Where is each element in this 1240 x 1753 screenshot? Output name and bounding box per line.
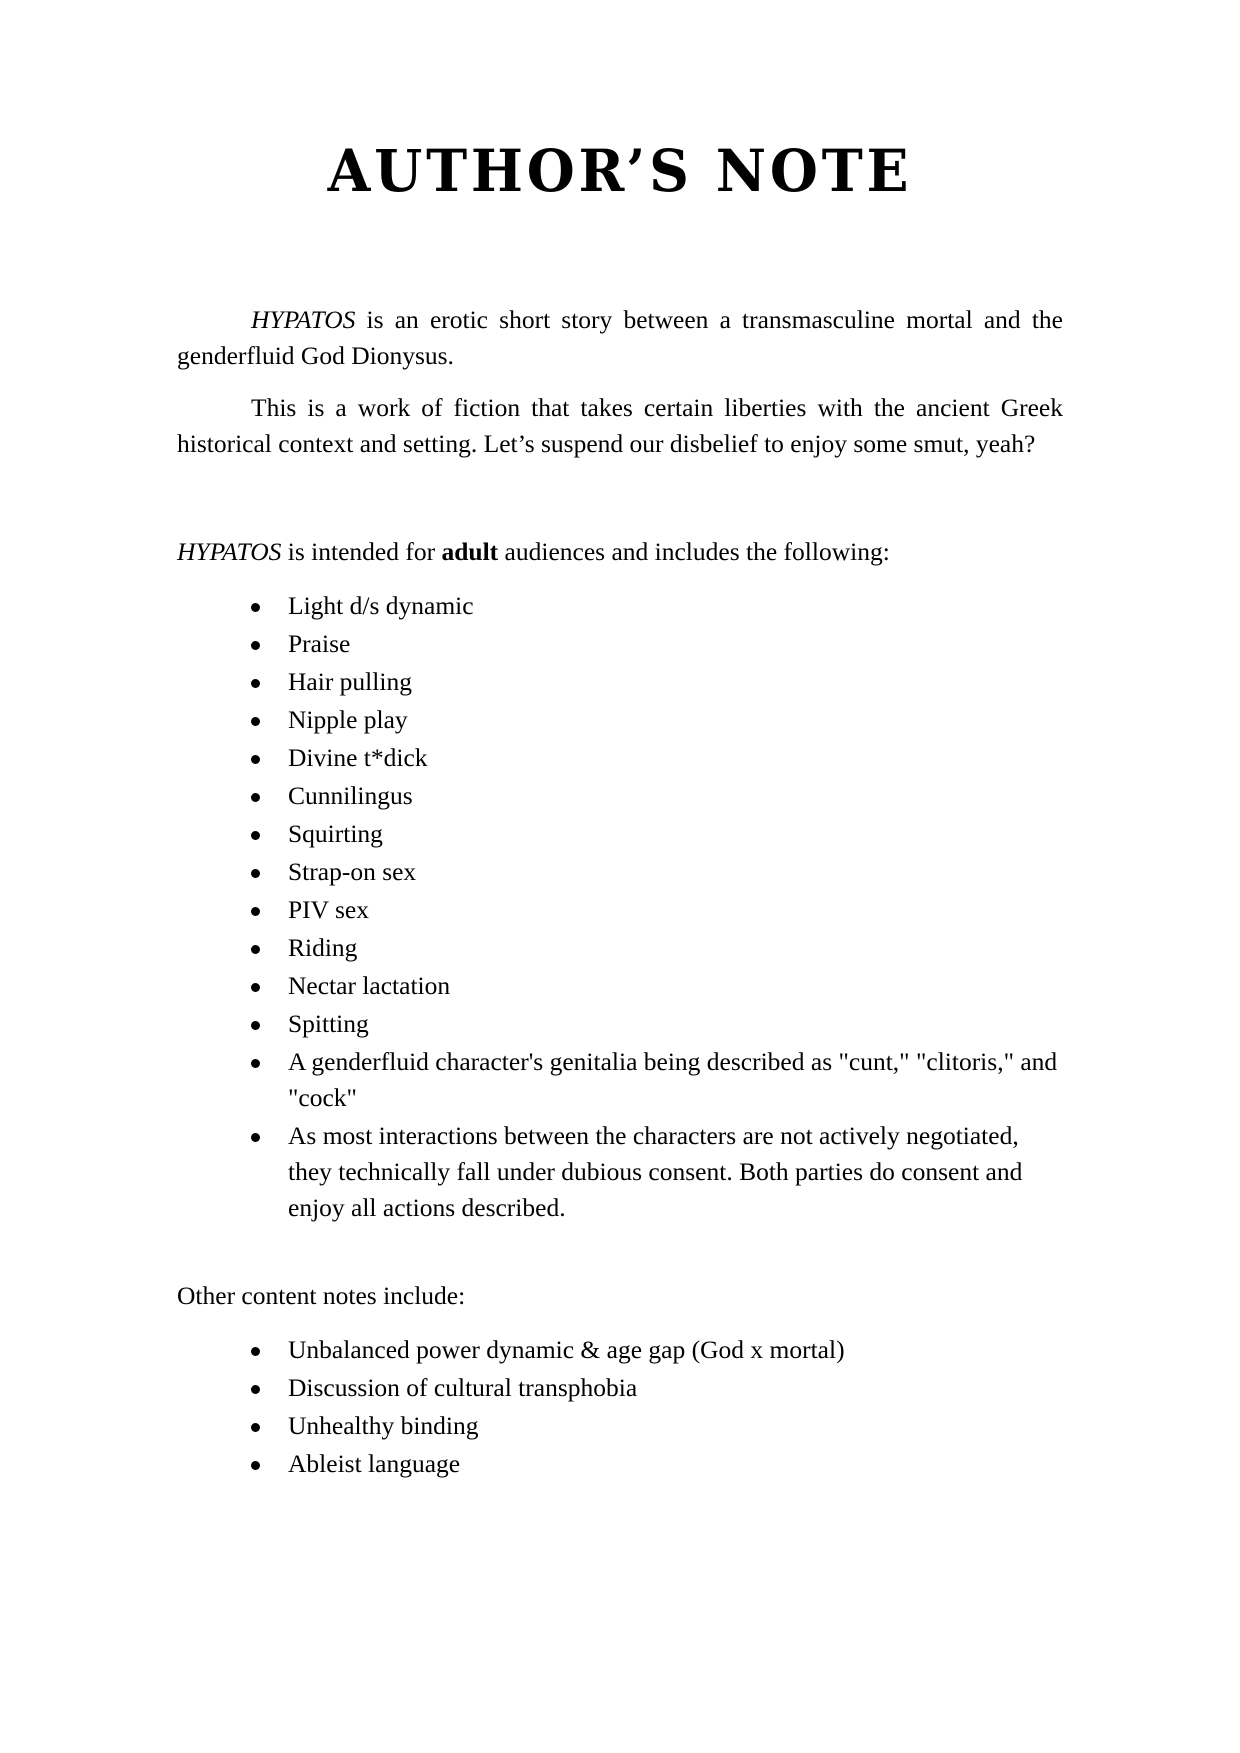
bullet-icon xyxy=(251,907,260,916)
paragraph-intro xyxy=(177,302,1063,374)
bullet-icon xyxy=(251,793,260,802)
bullet-icon xyxy=(251,1059,260,1068)
list-item-text: Cunnilingus xyxy=(288,781,413,810)
list-item xyxy=(177,702,1063,738)
page-title: AUTHOR’S NOTE xyxy=(327,137,913,205)
list-item-text: PIV sex xyxy=(288,895,369,924)
document-body xyxy=(177,302,1063,1484)
list-item-text: Ableist language xyxy=(288,1449,461,1478)
list-item xyxy=(177,816,1063,852)
list-item-text: Praise xyxy=(288,629,351,658)
list-item xyxy=(177,1408,1063,1444)
bullet-icon xyxy=(251,1385,260,1394)
list-item-text: Nectar lactation xyxy=(288,971,451,1000)
story-title: HYPATOS xyxy=(251,305,356,334)
list-item-text: A genderfluid character's genitalia being described as "cunt," "clitoris," and "cock" xyxy=(288,1047,1058,1112)
list-item xyxy=(177,892,1063,928)
bullet-icon xyxy=(251,983,260,992)
bullet-icon xyxy=(251,869,260,878)
other-notes-heading: Other content notes include: xyxy=(177,1281,466,1310)
bullet-icon xyxy=(251,717,260,726)
paragraph-text: is an erotic short story between a transmasculine mortal and the genderfluid God Dionysus. xyxy=(177,305,1063,370)
list-item-text: Divine t*dick xyxy=(288,743,428,772)
paragraph-disclaimer xyxy=(177,390,1063,462)
list-item-text: Unbalanced power dynamic & age gap (God x mortal) xyxy=(288,1335,845,1364)
list-item xyxy=(177,1044,1063,1116)
bullet-icon xyxy=(251,1133,260,1142)
bullet-icon xyxy=(251,1423,260,1432)
content-warning-intro xyxy=(177,534,1063,570)
bullet-icon xyxy=(251,679,260,688)
bullet-icon xyxy=(251,1347,260,1356)
list-item xyxy=(177,1332,1063,1368)
bullet-icon xyxy=(251,641,260,650)
list-item-text: Spitting xyxy=(288,1009,369,1038)
story-title: HYPATOS xyxy=(177,537,282,566)
list-item-text: Riding xyxy=(288,933,358,962)
list-item-text: Discussion of cultural transphobia xyxy=(288,1373,638,1402)
other-content-notes-list xyxy=(177,1332,1063,1482)
audience-emphasis: adult xyxy=(441,537,499,566)
list-item xyxy=(177,930,1063,966)
list-item-text: Light d/s dynamic xyxy=(288,591,474,620)
list-item xyxy=(177,1006,1063,1042)
list-item xyxy=(177,588,1063,624)
list-item-text: Hair pulling xyxy=(288,667,412,696)
list-item xyxy=(177,664,1063,700)
bullet-icon xyxy=(251,755,260,764)
list-item xyxy=(177,740,1063,776)
list-item xyxy=(177,778,1063,814)
list-item xyxy=(177,626,1063,662)
list-item-text: As most interactions between the characters are not actively negotiated, they technically fall under dubious consent. Both parties do consent and enjoy all actions described. xyxy=(288,1121,1023,1222)
bullet-icon xyxy=(251,945,260,954)
bullet-icon xyxy=(251,603,260,612)
bullet-icon xyxy=(251,1021,260,1030)
list-item xyxy=(177,1118,1063,1226)
intro-text-before: is intended for xyxy=(281,537,442,566)
list-item-text: Squirting xyxy=(288,819,383,848)
list-item-text: Nipple play xyxy=(288,705,408,734)
bullet-icon xyxy=(251,831,260,840)
paragraph-text: This is a work of fiction that takes certain liberties with the ancient Greek historical context and setting. Let’s suspend our disbelief to enjoy some smut, yeah? xyxy=(177,393,1063,458)
content-warning-list xyxy=(177,588,1063,1226)
list-item xyxy=(177,854,1063,890)
intro-text-after: audiences and includes the following: xyxy=(498,537,890,566)
list-item-text: Strap-on sex xyxy=(288,857,417,886)
list-item-text: Unhealthy binding xyxy=(288,1411,479,1440)
list-item xyxy=(177,1446,1063,1482)
bullet-icon xyxy=(251,1461,260,1470)
list-item xyxy=(177,968,1063,1004)
list-item xyxy=(177,1370,1063,1406)
